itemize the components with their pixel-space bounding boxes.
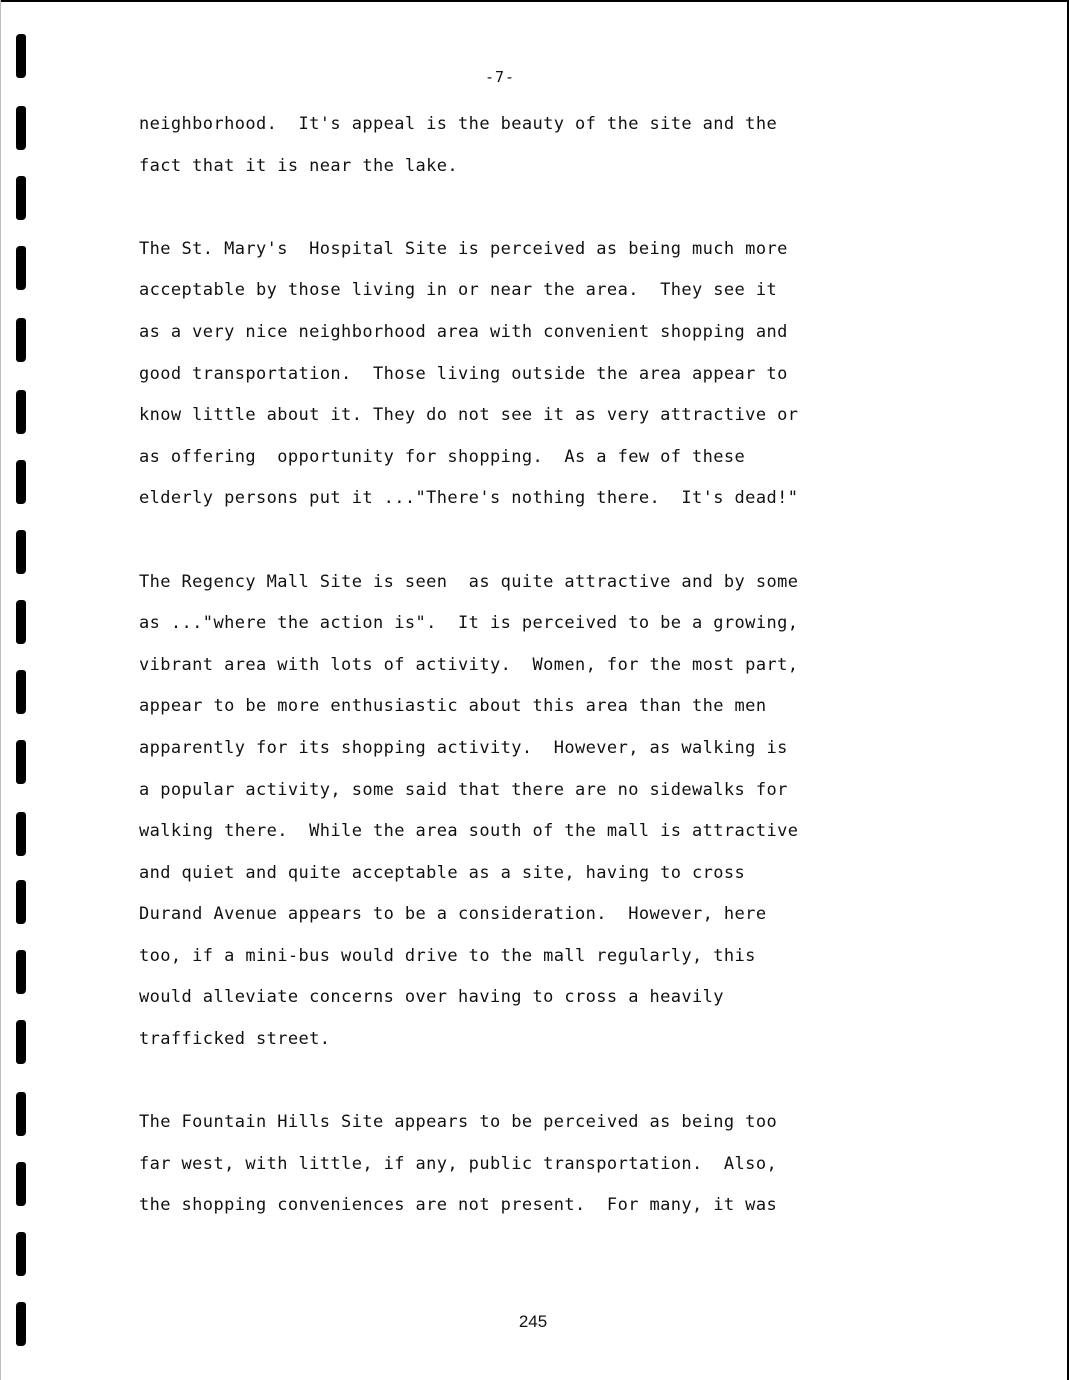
binder-hole [16, 1020, 26, 1064]
text-line: The St. Mary's Hospital Site is perceived as being much more [139, 238, 788, 259]
text-line: the shopping conveniences are not present. For many, it was [139, 1195, 778, 1216]
binder-hole [16, 106, 26, 150]
text-line: walking there. While the area south of the mall is attractive [139, 821, 799, 842]
binder-hole [16, 880, 26, 924]
text-line: The Regency Mall Site is seen as quite attractive and by some [139, 571, 799, 592]
paragraph-4 [139, 1102, 939, 1227]
text-line: and quiet and quite acceptable as a site, having to cross [139, 862, 746, 883]
binder-hole [16, 246, 26, 290]
paragraph-2 [139, 229, 939, 520]
text-line: know little about it. They do not see it as very attractive or [139, 405, 799, 426]
text-line: good transportation. Those living outside the area appear to [139, 363, 788, 384]
text-line: as offering opportunity for shopping. As a few of these [139, 446, 746, 467]
binder-hole [16, 460, 26, 504]
header-page-number: -7- [484, 68, 516, 86]
binder-hole [16, 740, 26, 784]
text-line: acceptable by those living in or near the area. They see it [139, 280, 778, 301]
text-line: as a very nice neighborhood area with convenient shopping and [139, 321, 788, 342]
text-line: The Fountain Hills Site appears to be perceived as being too [139, 1112, 778, 1133]
paragraph-3 [139, 562, 939, 1061]
binder-hole [16, 530, 26, 574]
text-line: as ..."where the action is". It is perceived to be a growing, [139, 613, 799, 634]
binder-hole [16, 670, 26, 714]
text-line: elderly persons put it ..."There's nothing there. It's dead!" [139, 488, 799, 509]
text-line: Durand Avenue appears to be a consideration. However, here [139, 904, 767, 925]
text-line: apparently for its shopping activity. However, as walking is [139, 737, 788, 758]
text-line: a popular activity, some said that there are no sidewalks for [139, 779, 788, 800]
footer-page-number: 245 [518, 1312, 548, 1331]
text-line: would alleviate concerns over having to cross a heavily [139, 987, 724, 1008]
binder-hole [16, 1162, 26, 1206]
paragraph-1 [139, 104, 939, 187]
text-line: far west, with little, if any, public transportation. Also, [139, 1153, 778, 1174]
page-edge-left [0, 0, 1, 1380]
binder-hole [16, 176, 26, 220]
document-body [139, 104, 939, 1269]
text-line: trafficked street. [139, 1029, 331, 1050]
page-edge-top [0, 0, 1069, 2]
binder-hole [16, 390, 26, 434]
binder-hole [16, 318, 26, 362]
binder-hole [16, 600, 26, 644]
text-line: fact that it is near the lake. [139, 155, 459, 176]
text-line: too, if a mini-bus would drive to the mall regularly, this [139, 945, 756, 966]
binder-hole [16, 950, 26, 994]
text-line: vibrant area with lots of activity. Women, for the most part, [139, 654, 799, 675]
binder-hole [16, 1092, 26, 1136]
text-line: neighborhood. It's appeal is the beauty of the site and the [139, 114, 778, 134]
binder-hole [16, 1232, 26, 1276]
binder-hole [16, 812, 26, 856]
text-line: appear to be more enthusiastic about this area than the men [139, 696, 767, 717]
